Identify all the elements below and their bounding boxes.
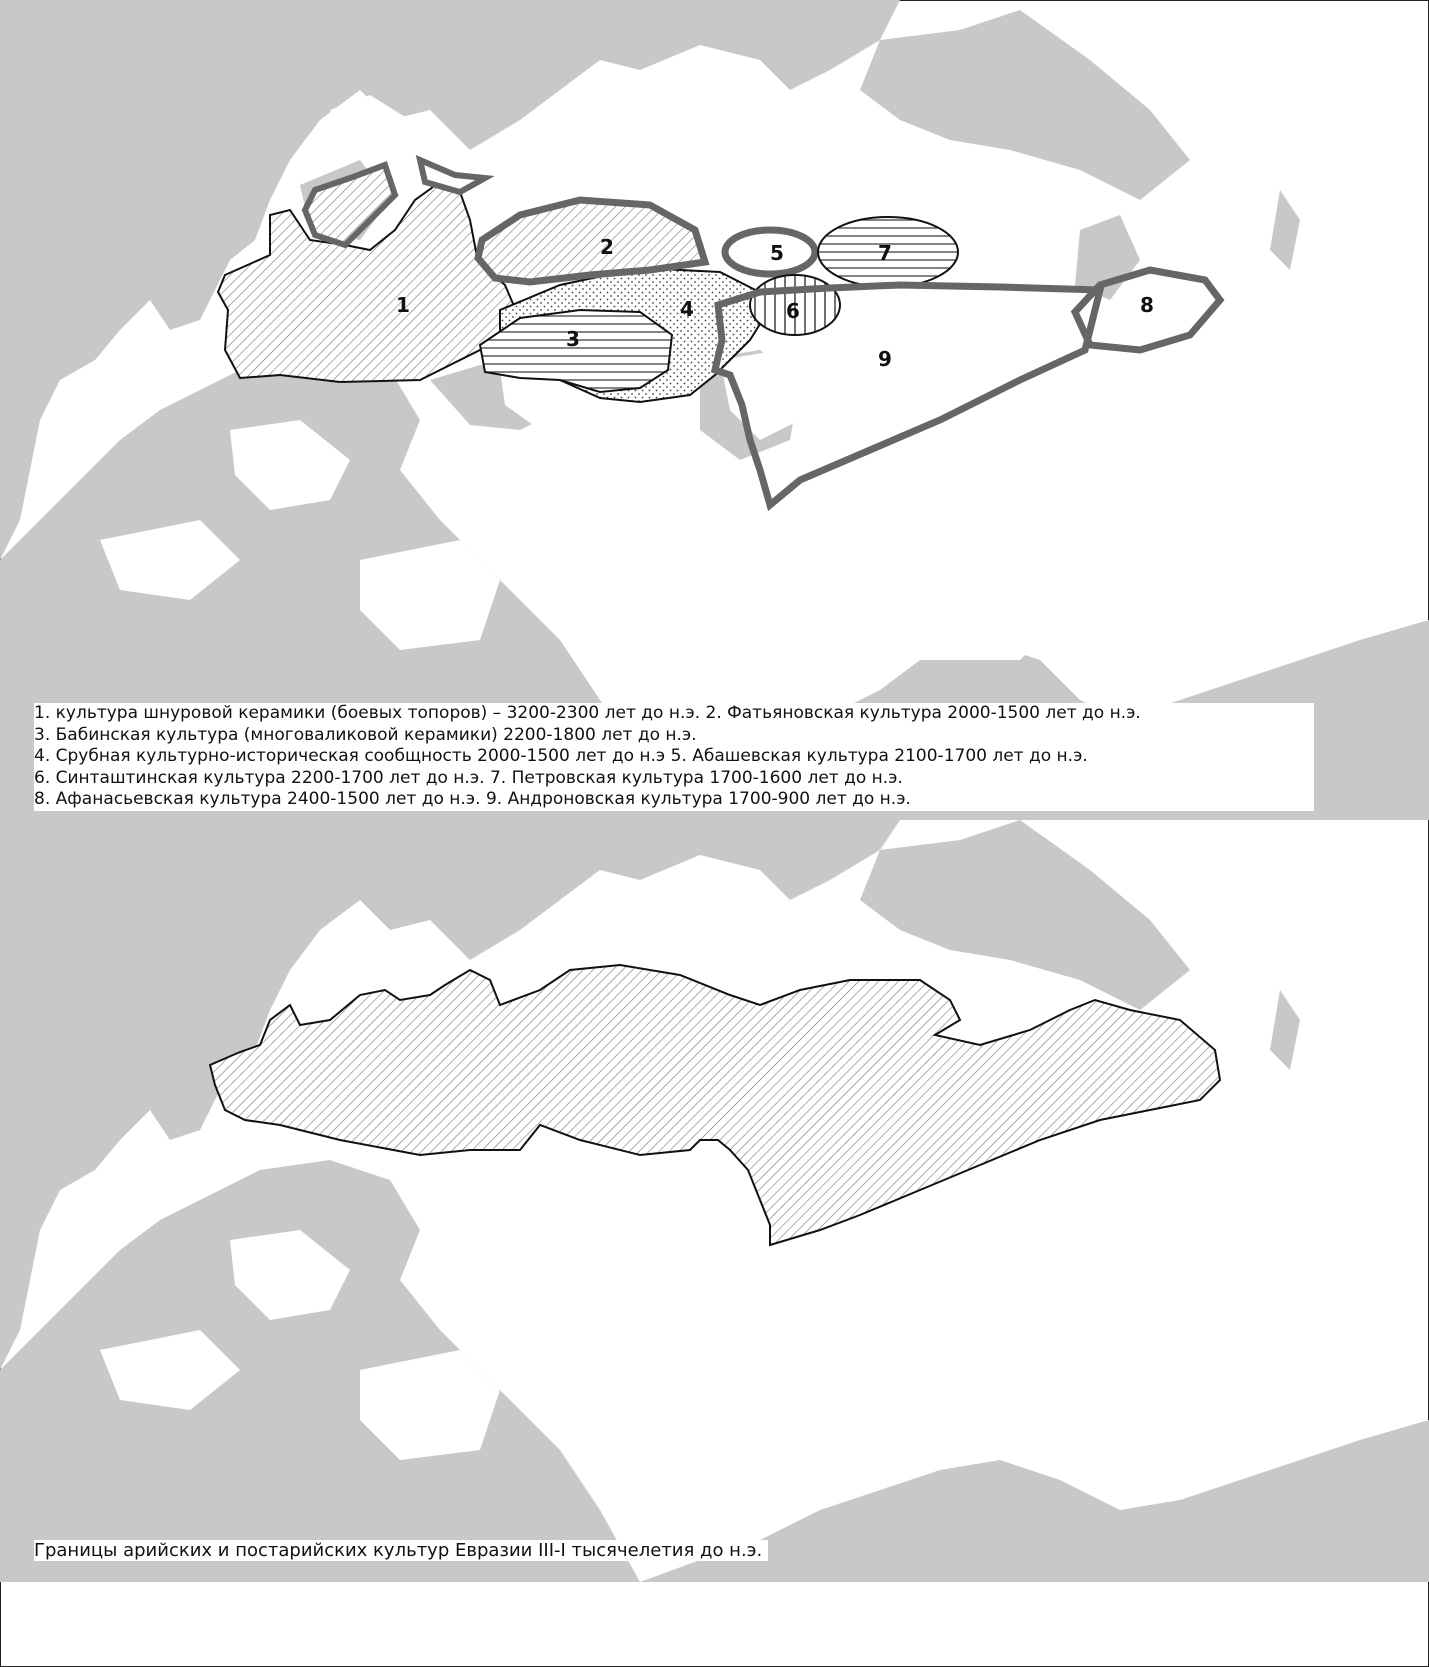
map-top xyxy=(0,0,1429,820)
legend-line-5: 8. Афанасьевская культура 2400-1500 лет до н.э. 9. Андроновская культура 1700-900 лет до н.э. xyxy=(34,789,911,809)
zone-label-4: 4 xyxy=(680,297,694,321)
zone-label-9: 9 xyxy=(878,347,892,371)
legend-line-2: 3. Бабинская культура (многоваликовой керамики) 2200-1800 лет до н.э. xyxy=(34,724,697,745)
zone-2 xyxy=(478,200,705,282)
legend xyxy=(34,703,1314,811)
map-top-svg xyxy=(0,0,1429,820)
zone-label-8: 8 xyxy=(1140,293,1154,317)
zone-label-2: 2 xyxy=(600,235,614,259)
zone-label-1: 1 xyxy=(396,293,410,317)
map-bottom xyxy=(0,820,1429,1582)
map-bottom-svg xyxy=(0,820,1429,1582)
land-masses xyxy=(0,0,1429,820)
zone-label-3: 3 xyxy=(566,327,580,351)
land-masses-bottom xyxy=(0,820,1429,1582)
map-caption: Границы арийских и постарийских культур Евразии III-I тысячелетия до н.э. xyxy=(34,1540,768,1561)
legend-line-4: 6. Синташтинская культура 2200-1700 лет до н.э. 7. Петровская культура 1700-1600 лет до н.э. xyxy=(34,767,903,788)
legend-line-3: 4. Срубная культурно-историческая сообщность 2000-1500 лет до н.э 5. Абашевская культура 2100-1700 лет до н.э. xyxy=(34,746,1088,766)
legend-line-1: 1. культура шнуровой керамики (боевых топоров) – 3200-2300 лет до н.э. 2. Фатьяновская культура 2000-1500 лет до н.э. xyxy=(34,703,1141,723)
zone-label-6: 6 xyxy=(786,299,800,323)
zone-label-5: 5 xyxy=(770,241,784,265)
zone-label-7: 7 xyxy=(878,241,892,265)
